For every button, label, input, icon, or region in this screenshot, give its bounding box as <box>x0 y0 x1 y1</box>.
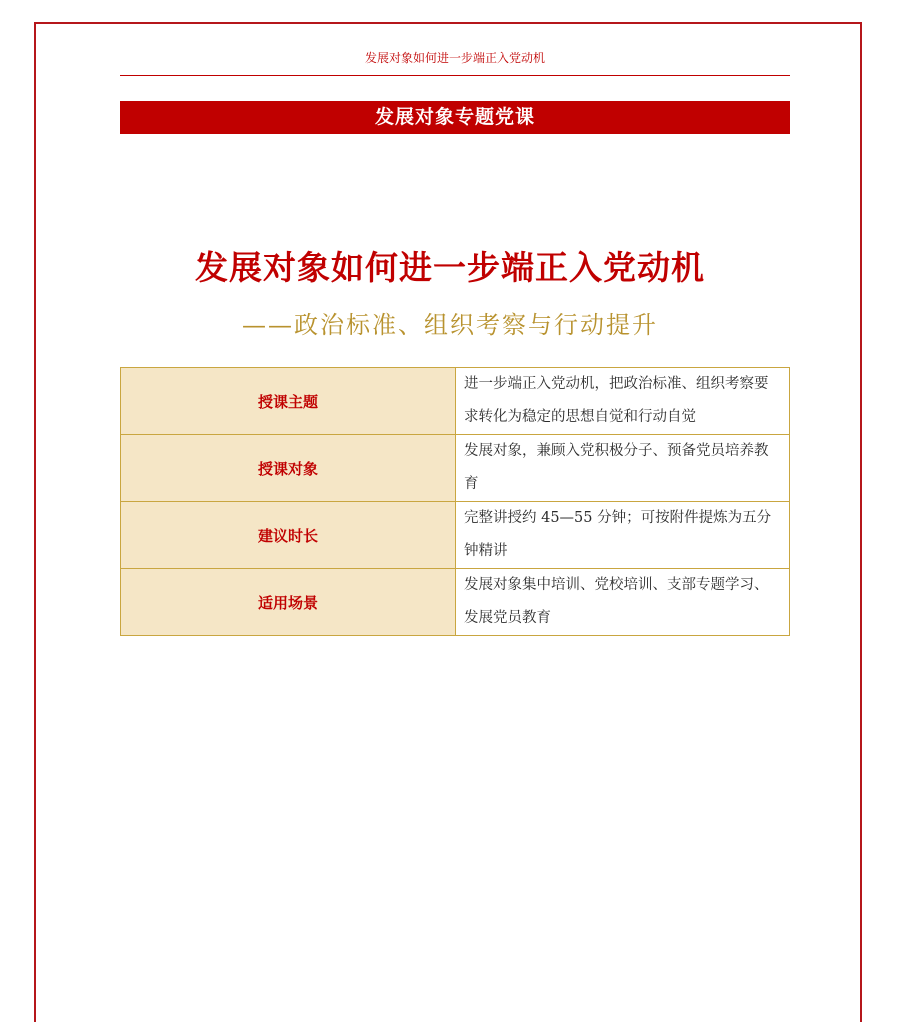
row-value: 进一步端正入党动机，把政治标准、组织考察要求转化为稳定的思想自觉和行动自觉 <box>456 368 790 435</box>
lesson-info-table <box>120 367 790 636</box>
section-banner: 发展对象专题党课 <box>120 101 790 134</box>
row-value: 发展对象集中培训、党校培训、支部专题学习、发展党员教育 <box>456 569 790 636</box>
table-row <box>121 368 790 435</box>
table-row <box>121 502 790 569</box>
row-label: 授课对象 <box>121 435 456 502</box>
table-row <box>121 435 790 502</box>
row-value: 完整讲授约 45—55 分钟；可按附件提炼为五分钟精讲 <box>456 502 790 569</box>
running-header: 发展对象如何进一步端正入党动机 <box>120 46 790 76</box>
row-label: 适用场景 <box>121 569 456 636</box>
row-value: 发展对象，兼顾入党积极分子、预备党员培养教育 <box>456 435 790 502</box>
row-label: 授课主题 <box>121 368 456 435</box>
table-row <box>121 569 790 636</box>
page-subtitle: ——政治标准、组织考察与行动提升 <box>242 311 658 339</box>
row-label: 建议时长 <box>121 502 456 569</box>
page-title: 发展对象如何进一步端正入党动机 <box>195 248 705 287</box>
